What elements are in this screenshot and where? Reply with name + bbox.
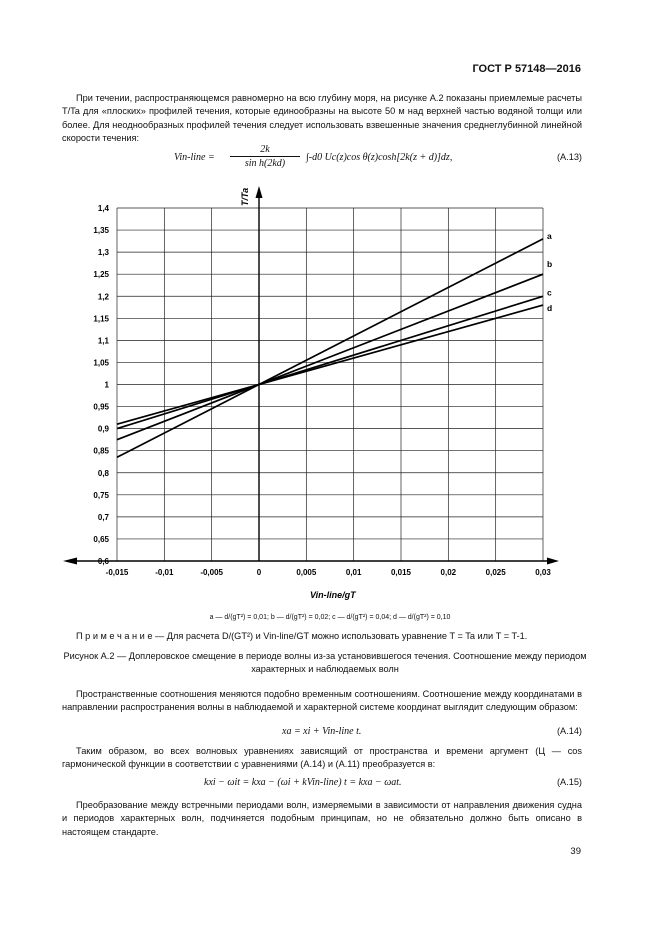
series-line-b [117,274,543,440]
eq15-body: kxi − ωit = kxa − (ωi + kVin-line) t = kxa − ωat. [204,777,402,788]
note-text: — Для расчета D/(GT²) и Vin-line/GT можно использовать уравнение T = Ta или T = T-1. [152,631,528,641]
y-tick-label: 0,8 [97,468,109,478]
doppler-chart [0,178,661,603]
argument-paragraph: Таким образом, во всех волновых уравнениях зависящий от пространства и времени аргумент (Ц — cos гармонической функции в соответствии с уравнениями (А.14) и (А.11) преобразуется в: [62,746,582,770]
x-tick-label: -0,01 [155,568,174,577]
chart-xlabel: Vin-line/gT [310,590,356,600]
chart-series [117,231,552,457]
spatial-paragraph: Пространственные соотношения меняются подобно временным соотношениям. Соотношение между координатами в направлении распространения волны в наблюдаемой и характерной системе координат выглядит следующим образом: [62,689,582,713]
y-tick-label: 0,85 [93,446,109,456]
y-tick-label: 0,7 [97,512,109,522]
y-tick-label: 1,35 [93,226,109,236]
chart-tick-labels [93,204,551,577]
equation-a14 [62,726,582,740]
series-label-a: a [547,230,552,241]
x-tick-label: 0 [256,568,262,577]
y-tick-label: 0,75 [93,490,109,500]
page-number: 39 [570,846,581,857]
eq13-fraction [230,144,300,169]
chart-ylabel: T/Ta [240,187,250,206]
equation-a15 [62,777,582,791]
chart-grid [117,208,543,561]
eq13-lhs: Vin-line = [174,152,215,163]
y-tick-label: 0,6 [97,557,109,566]
y-tick-label: 1,05 [93,358,109,368]
y-tick-label: 0,9 [97,424,109,434]
x-tick-label: 0,01 [345,568,362,577]
x-tick-label: -0,005 [200,568,224,577]
y-tick-label: 0,95 [93,402,109,412]
figure-caption: Рисунок А.2 — Доплеровское смещение в периоде волны из-за установившегося течения. Соотношение между периодом характерных и наблюдаемых волн [63,651,587,674]
eq14-body: xa = xi + Vin-line t. [282,726,362,737]
x-tick-label: 0,005 [296,568,317,577]
series-label-b: b [547,259,553,270]
y-tick-label: 1,2 [97,292,109,302]
series-label-c: c [547,287,552,298]
x-tick-label: 0,015 [390,568,412,577]
figure-note [62,631,582,641]
x-tick-label: 0,025 [485,568,506,577]
eq15-number: (A.15) [556,777,582,787]
intro-paragraph: При течении, распространяющемся равномерно на всю глубину моря, на рисунке А.2 показаны приемлемые расчеты T/Ta для «плоских» профилей течения, которые единообразны на высоте 50 м над верхней частью водяной толщи или более. Для неоднообразных профилей течения следует использовать взвешенные значения среднеглубинной линейной скорости течения: [62,93,582,143]
chart-axes [63,186,559,565]
note-label: П р и м е ч а н и е [76,631,153,641]
y-tick-label: 1,25 [93,270,109,280]
standard-header: ГОСТ Р 57148—2016 [472,63,581,75]
eq13-number: (A.13) [556,152,582,162]
x-tick-label: -0,015 [105,568,129,577]
series-line-a [117,239,543,457]
eq13-rhs: ∫-d0 Uc(z)cos θ(z)cosh[2k(z + d)]dz, [306,152,453,163]
y-tick-label: 0,65 [93,534,109,544]
equation-a13 [62,144,582,177]
series-label-d: d [547,303,553,314]
x-axis-left-arrow [63,558,77,565]
y-tick-label: 1 [104,380,109,390]
x-axis-right-arrow [547,558,559,565]
y-axis-arrow [256,186,263,198]
x-tick-label: 0,02 [440,568,457,577]
eq14-number: (A.14) [556,726,582,736]
y-tick-label: 1,15 [93,314,109,324]
eq13-numerator: 2k [230,144,300,157]
transform-paragraph: Преобразование между встречными периодами волн, измеряемыми в зависимости от направления движения судна и периодов характерных волн, подчиняется подобным принципам, но не обязательно должно быть описано в настоящем стандарте. [62,800,582,837]
y-tick-label: 1,1 [97,336,109,346]
eq13-denominator: sin h(2kd) [244,158,286,169]
x-tick-label: 0,03 [535,568,551,577]
y-tick-label: 1,4 [97,204,109,213]
y-tick-label: 1,3 [97,248,109,258]
series-legend: a — d/(gT²) = 0,01; b — d/(gT²) = 0,02; c — d/(gT²) = 0,04; d — d/(gT²) = 0,10 [209,614,451,621]
